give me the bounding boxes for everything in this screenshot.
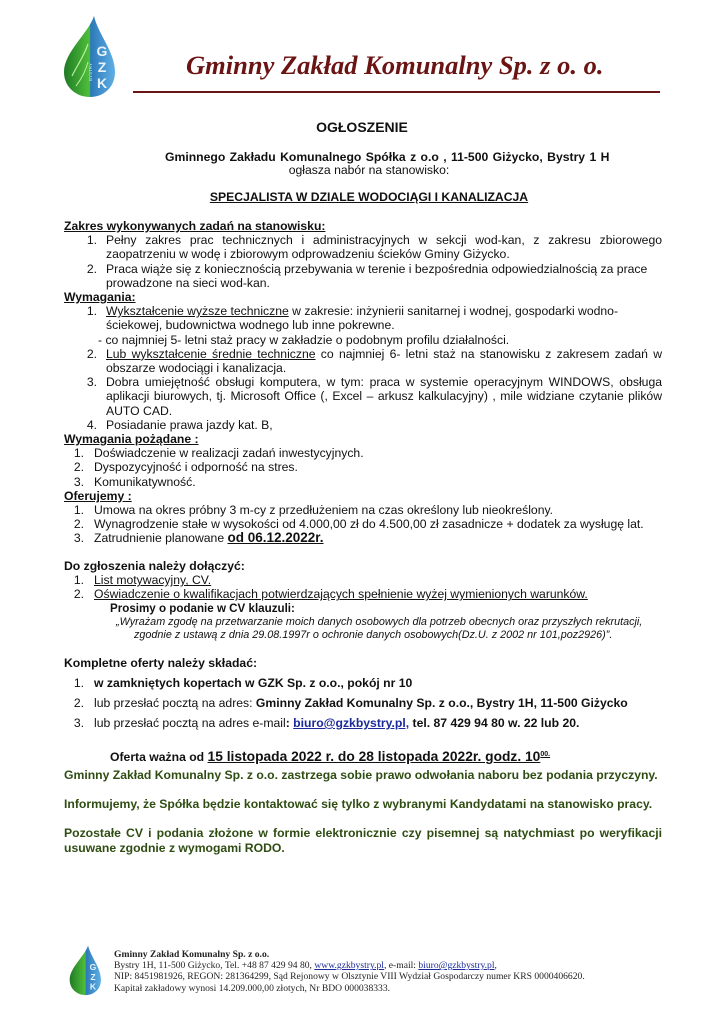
svg-text:K: K (89, 981, 97, 992)
svg-text:Z: Z (97, 59, 107, 75)
requirements-subitem: - co najmniej 5- letni staż pracy w zakładzie o podobnym profilu działalności. (98, 332, 510, 347)
list-item: 3. lub przesłać pocztą na adres e-mail: biuro@gzkbystry.pl, tel. 87 429 94 80 w. 22 lub 20. (73, 716, 580, 730)
list-item: 1. Wykształcenie wyższe techniczne w zakresie: inżynierii sanitarnej i wodnej, gospodarki wodno-ściekowej, budownictwa wodnego lub inne pokrewne. (86, 304, 619, 333)
svg-text:G: G (96, 43, 108, 59)
clause-label: Prosimy o podanie w CV klauzuli: (110, 601, 295, 615)
footer-contact-line: Bystry 1H, 11-500 Giżycko, Tel. +48 87 429 94 80, www.gzkbystry.pl, e-mail: biuro@gzkbystry.pl, (114, 960, 497, 972)
phone-number: tel. 87 429 94 80 w. 22 lub 20. (409, 716, 580, 730)
announces-text: ogłasza nabór na stanowisko: (288, 163, 450, 177)
svg-text:K: K (96, 75, 108, 91)
list-item: 2. Praca wiąże się z koniecznością przebywania w terenie i bezpośrednia odpowiedzialnością za prace prowadzone na sieci wod-kan. (86, 261, 648, 290)
offer-validity: Oferta ważna od 15 listopada 2022 r. do 28 listopada 2022r. godz. $10^{00.}$ (110, 749, 551, 765)
attachments-heading: Do zgłoszenia należy dołączyć: (64, 559, 245, 573)
requirements-heading: Wymagania: (64, 290, 136, 305)
email-link[interactable]: biuro@gzkbystry.pl, (293, 716, 410, 730)
water-drop-logo-icon (66, 944, 104, 996)
list-item: 4. Posiadanie prawa jazdy kat. B, (86, 417, 273, 432)
footer-company: Gminny Zakład Komunalny Sp. z o.o. (114, 949, 270, 960)
list-item: 2. Lub wykształcenie średnie techniczne co najmniej 6- letni staż na stanowisku z zakresem zadań w obszarze wodociągi i kanalizacja. (86, 346, 662, 376)
list-item: 2. Wynagrodzenie stałe w wysokości od 4.000,00 zł do 4.500,00 zł zasadnicze + dodatek za wysługę lat. (73, 517, 644, 532)
attachments-section (64, 559, 662, 642)
list-item: 3. Zatrudnienie planowane od 06.12.2022r. (73, 530, 324, 546)
footer-website-link[interactable]: www.gzkbystry.pl (314, 960, 384, 972)
list-item: 1. w zamkniętych kopertach w GZK Sp. z o.o., pokój nr 10 (73, 676, 413, 690)
water-drop-logo-icon (58, 14, 120, 98)
clause-line-1: „Wyrażam zgodę na przetwarzanie moich danych osobowych dla potrzeb obecnych oraz przyszłych rekrutacji, (116, 615, 643, 628)
position-title: SPECJALISTA W DZIALE WODOCIĄGI I KANALIZACJA (209, 190, 529, 204)
announcement-heading: OGŁOSZENIE (316, 119, 408, 135)
gzk-logo (58, 14, 120, 98)
list-item: 2. lub przesłać pocztą na adres: Gminny Zakład Komunalny Sp. z o.o., Bystry 1H, 11-500 Giżycko (73, 696, 628, 710)
list-item: 3. Dobra umiejętność obsługi komputera, w tym: praca w systemie operacyjnym WINDOWS, obsługa aplikacji biurowych, tj. Microsoft Office (, Excel – arkusz kalkulacyjny) , mile widziane czytanie plików AUTO CAD. (86, 375, 662, 418)
list-item: 2. Oświadczenie o kwalifikacjach potwierdzających spełnienie wyżej wymienionych warunków. (73, 587, 588, 602)
submission-section (64, 653, 662, 767)
note-contact: Informujemy, że Spółka będzie kontaktować się tylko z wybranymi Kandydatami na stanowisko pracy. (64, 797, 653, 811)
footer-capital: Kapitał zakładowy wynosi 14.209.000,00 złotych, Nr BDO 000038333. (114, 982, 391, 994)
submission-heading: Kompletne oferty należy składać: (64, 656, 258, 670)
svg-text:Z: Z (90, 971, 96, 982)
footer-info (114, 949, 585, 994)
header-divider (133, 91, 660, 93)
footer-email-link[interactable]: biuro@gzkbystry.pl (418, 960, 495, 972)
duties-section (64, 219, 662, 546)
list-item: 1. List motywacyjny, CV. (73, 573, 212, 588)
postal-address: Gminny Zakład Komunalny Sp. z o.o., Bystry 1H, 11-500 Giżycko (255, 696, 628, 710)
list-item: 1. Pełny zakres prac technicznych i administracyjnych w sekcji wod-kan, z zakresu zbiorowego zaopatrzeniu w wodę i zbiorowym odprowadzeniu ścieków Gminy Giżycko. (86, 233, 662, 262)
clause-line-2: zgodnie z ustawą z dnia 29.08.1997r o ochronie danych osobowych(Dz.U. z 2002 nr 101,poz2926)”. (134, 628, 613, 641)
note-cancel: Gminny Zakład Komunalny Sp. z o.o. zastrzega sobie prawo odwołania naboru bez podania przyczyny. (64, 768, 658, 782)
list-item: 3. Komunikatywność. (73, 474, 196, 489)
list-item: 1. Doświadczenie w realizacji zadań inwestycyjnych. (73, 446, 364, 461)
validity-range: 15 listopada 2022 r. do 28 listopada 2022r. godz. 10 (207, 749, 541, 765)
duties-heading: Zakres wykonywanych zadań na stanowisku: (64, 219, 326, 233)
list-item: 1. Umowa na okres próbny 3 m-cy z przedłużeniem na czas określony lub nieokreślony. (73, 503, 554, 518)
company-line: Gminnego Zakładu Komunalnego Spółka z o.o , 11-500 Giżycko, Bystry 1 H (165, 150, 610, 164)
desired-heading: Wymagania pożądane : (64, 432, 199, 447)
svg-text:BYSTRY: BYSTRY (88, 63, 93, 81)
start-date: od 06.12.2022r. (227, 530, 324, 546)
note-rodo: Pozostałe CV i podania złożone w formie elektronicznie czy pisemnej są natychmiast po weryfikacji usuwane zgodnie z wymogami RODO. (64, 826, 662, 855)
svg-text:G: G (89, 962, 97, 972)
offer-heading: Oferujemy : (64, 488, 132, 503)
footer-registration: NIP: 8451981926, REGON: 281364299, Sąd Rejonowy w Olsztynie VIII Wydział Gospodarczy numer KRS 0000406620. (114, 971, 585, 983)
header-title: Gminny Zakład Komunalny Sp. z o. o. (186, 50, 604, 80)
footer-logo (66, 944, 104, 996)
list-item: 2. Dyspozycyjność i odporność na stres. (73, 460, 298, 475)
